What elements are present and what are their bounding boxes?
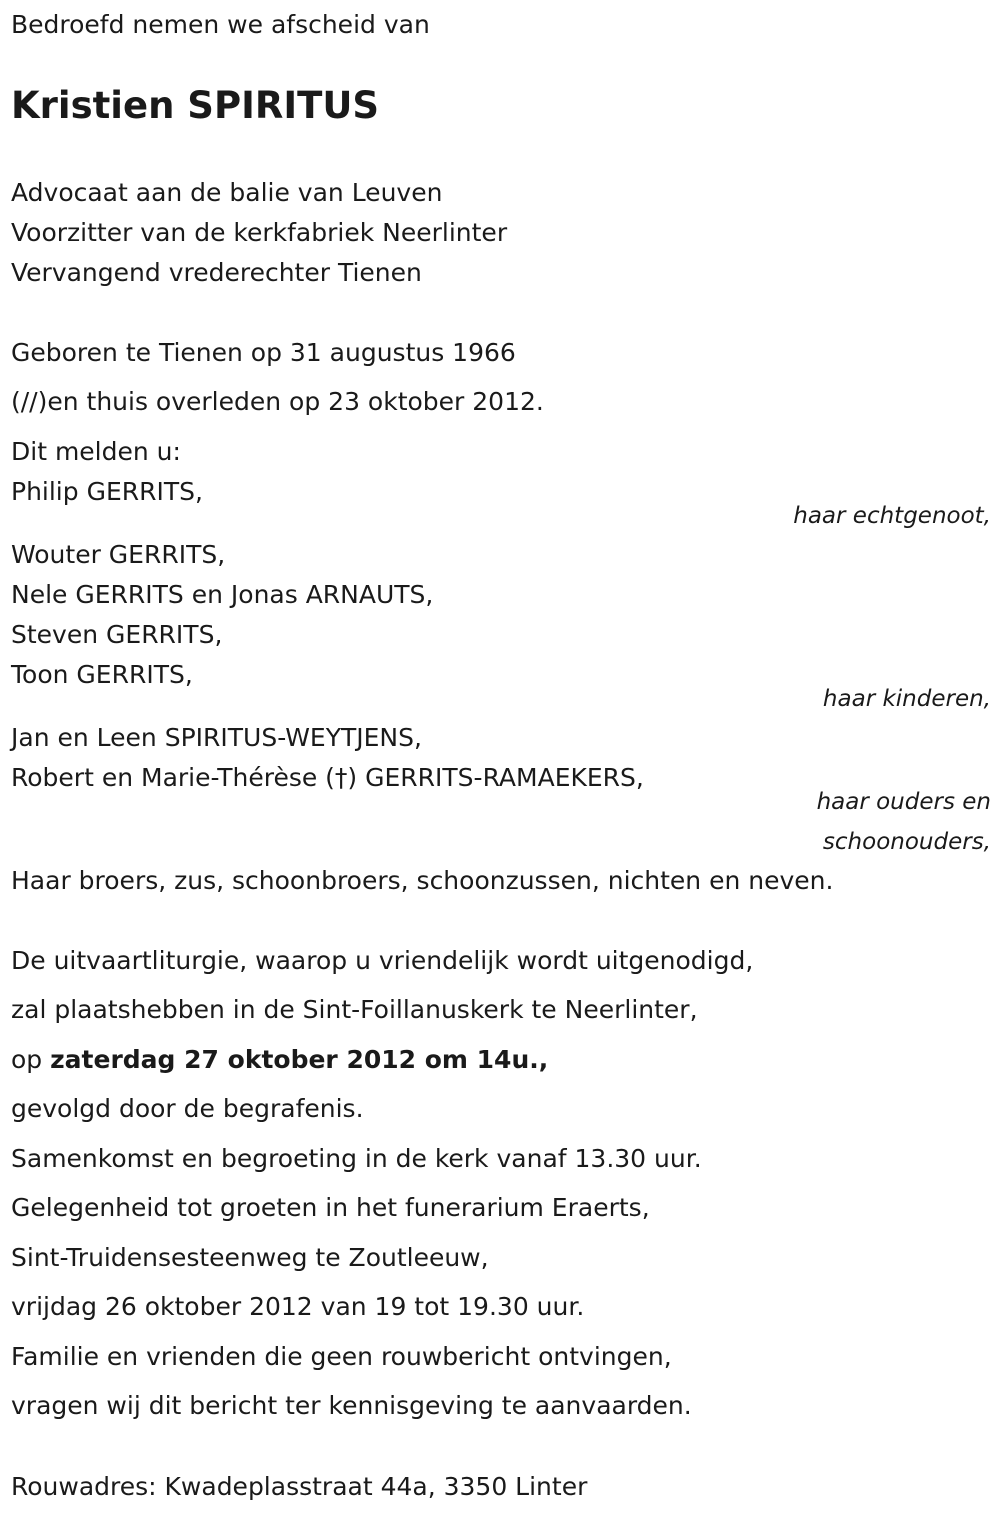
- funeral-line: vragen wij dit bericht ter kennisgeving te aanvaarden.: [11, 1391, 692, 1420]
- announcers-intro: Dit melden u:: [11, 437, 181, 466]
- funeral-line: Sint-Truidensesteenweg te Zoutleeuw,: [11, 1243, 489, 1272]
- funeral-line: gevolgd door de begrafenis.: [11, 1094, 364, 1123]
- birth-line: Geboren te Tienen op 31 augustus 1966: [11, 338, 516, 367]
- funeral-line: Gelegenheid tot groeten in het funerarium Eraerts,: [11, 1193, 650, 1222]
- parents-relation-line1: haar ouders en: [816, 789, 991, 815]
- child-name: Wouter GERRITS,: [11, 540, 226, 569]
- funeral-line: De uitvaartliturgie, waarop u vriendelijk wordt uitgenodigd,: [11, 946, 754, 975]
- child-name: Steven GERRITS,: [11, 620, 223, 649]
- child-name: Toon GERRITS,: [11, 660, 193, 689]
- funeral-line: vrijdag 26 oktober 2012 van 19 tot 19.30 uur.: [11, 1292, 585, 1321]
- spouse-name: Philip GERRITS,: [11, 477, 203, 506]
- intro-text: Bedroefd nemen we afscheid van: [11, 10, 430, 39]
- parent-name: Robert en Marie-Thérèse (†) GERRITS-RAMAEKERS,: [11, 763, 644, 792]
- deceased-name: Kristien SPIRITUS: [11, 84, 380, 127]
- parents-relation-line2: schoonouders,: [822, 829, 991, 855]
- spouse-relation: haar echtgenoot,: [793, 503, 991, 529]
- funeral-date: zaterdag 27 oktober 2012 om 14u.,: [50, 1045, 549, 1074]
- funeral-line: Samenkomst en begroeting in de kerk vanaf 13.30 uur.: [11, 1144, 702, 1173]
- title-line: Advocaat aan de balie van Leuven: [11, 178, 443, 207]
- title-line: Vervangend vrederechter Tienen: [11, 258, 422, 287]
- funeral-line: Familie en vrienden die geen rouwbericht ontvingen,: [11, 1342, 672, 1371]
- death-line: (//)en thuis overleden op 23 oktober 2012.: [11, 387, 544, 416]
- funeral-line: zal plaatshebben in de Sint-Foillanuskerk te Neerlinter,: [11, 995, 698, 1024]
- child-name: Nele GERRITS en Jonas ARNAUTS,: [11, 580, 434, 609]
- funeral-date-line: [11, 1045, 548, 1075]
- mourning-address: Rouwadres: Kwadeplasstraat 44a, 3350 Linter: [11, 1472, 588, 1501]
- children-relation: haar kinderen,: [822, 686, 991, 712]
- funeral-date-prefix: op: [11, 1045, 51, 1074]
- other-relatives: Haar broers, zus, schoonbroers, schoonzussen, nichten en neven.: [11, 866, 834, 895]
- title-line: Voorzitter van de kerkfabriek Neerlinter: [11, 218, 508, 247]
- parent-name: Jan en Leen SPIRITUS-WEYTJENS,: [11, 723, 422, 752]
